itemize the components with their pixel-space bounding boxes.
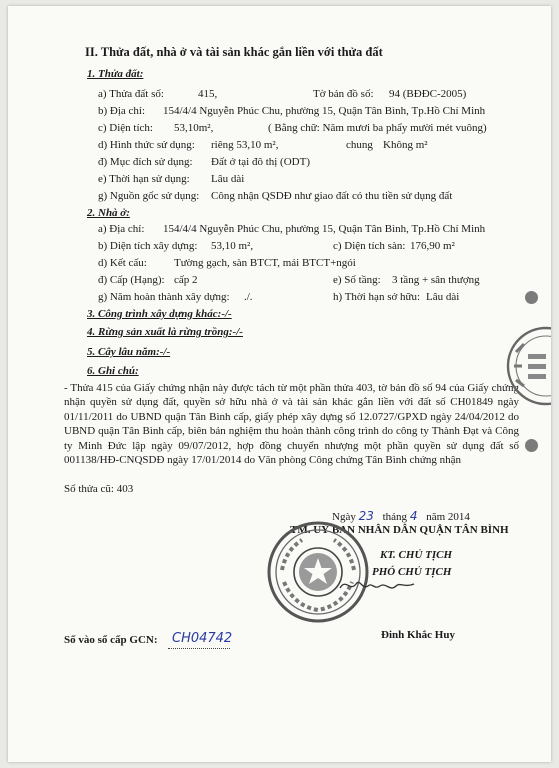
house-grade-label: đ) Cấp (Hạng): (98, 274, 165, 286)
land-heading: 1. Thửa đất: (87, 68, 144, 80)
land-parcel-value: 415, (198, 88, 218, 100)
role-line-1: KT. CHỦ TỊCH (380, 549, 453, 561)
house-ownership-term-value: Lâu dài (426, 291, 460, 303)
date-month: 4 (409, 509, 418, 523)
role-line-2: PHÓ CHỦ TỊCH (372, 566, 452, 578)
certificate-page (8, 6, 551, 762)
land-origin-label: g) Nguồn gốc sử dụng: (98, 190, 200, 202)
house-completion-value: ./. (244, 291, 253, 303)
land-area-value: 53,10m², (174, 122, 214, 134)
registry-number: CH04742 (172, 631, 233, 646)
land-area-words: ( Bằng chữ: Năm mươi ba phẩy mười mét vuông) (268, 122, 487, 134)
section-title: II. Thửa đất, nhà ở và tài sản khác gắn liền với thửa đất (85, 45, 383, 59)
land-parcel-label: a) Thửa đất số: (98, 88, 164, 100)
punch-hole-top (525, 291, 538, 304)
date-day: 23 (358, 509, 374, 523)
house-build-area-label: b) Diện tích xây dựng: (98, 240, 198, 252)
perennial-trees: 5. Cây lâu năm:-/- (87, 346, 171, 358)
date-prefix: Ngày (332, 511, 356, 523)
registry-label: Số vào sổ cấp GCN: (64, 634, 158, 646)
date-month-label: tháng (382, 511, 408, 523)
land-address-value: 154/4/4 Nguyễn Phúc Chu, phường 15, Quận Tân Bình, Tp.Hồ Chí Minh (163, 105, 486, 117)
land-usage-shared-value: Không m² (383, 139, 428, 151)
handwritten-signature-icon (338, 574, 418, 596)
house-completion-label: g) Năm hoàn thành xây dựng: (98, 291, 230, 303)
land-map-label: Tờ bản đồ số: (313, 88, 374, 100)
land-area-label: c) Diện tích: (98, 122, 153, 134)
land-usage-private: riêng 53,10 m², (211, 139, 279, 151)
other-works: 3. Công trình xây dựng khác:-/- (87, 308, 232, 320)
house-address-label: a) Địa chỉ: (98, 223, 145, 235)
house-floors-value: 3 tầng + sân thượng (392, 274, 480, 286)
land-purpose-label: đ) Mục đích sử dụng: (98, 156, 193, 168)
house-floors-label: e) Số tầng: (333, 274, 381, 286)
house-heading: 2. Nhà ở: (87, 207, 130, 219)
issuing-authority: TM. UỶ BAN NHÂN DÂN QUẬN TÂN BÌNH (290, 524, 509, 536)
punch-hole-bottom (525, 439, 538, 452)
old-parcel-number: Số thửa cũ: 403 (64, 483, 134, 495)
house-structure-value: Tường gạch, sàn BTCT, mái BTCT+ngói (174, 257, 356, 269)
house-floor-area-value: 176,90 m² (410, 240, 455, 252)
house-ownership-term-label: h) Thời hạn sở hữu: (333, 291, 421, 303)
house-floor-area-label: c) Diện tích sàn: (333, 240, 406, 252)
production-forest: 4. Rừng sản xuất là rừng trồng:-/- (87, 326, 243, 338)
house-structure-label: d) Kết cấu: (98, 257, 147, 269)
notes-heading: 6. Ghi chú: (87, 365, 139, 377)
land-term-value: Lâu dài (211, 173, 245, 185)
house-address-value: 154/4/4 Nguyễn Phúc Chu, phường 15, Quận Tân Bình, Tp.Hồ Chí Minh (163, 223, 486, 235)
land-origin-value: Công nhận QSDĐ như giao đất có thu tiền sử dụng đất (211, 190, 453, 202)
signer-name: Đinh Khắc Huy (381, 629, 455, 641)
land-usage-shared-label: chung (346, 139, 373, 151)
registry-underline (168, 648, 230, 649)
house-grade-value: cấp 2 (174, 274, 198, 286)
date-year: năm 2014 (426, 511, 470, 523)
partial-office-stamp-icon (502, 324, 551, 408)
land-map-value: 94 (BĐĐC-2005) (389, 88, 467, 100)
official-seal-icon (266, 520, 370, 624)
house-build-area-value: 53,10 m², (211, 240, 254, 252)
land-address-label: b) Địa chỉ: (98, 105, 146, 117)
land-term-label: e) Thời hạn sử dụng: (98, 173, 190, 185)
land-usage-form-label: d) Hình thức sử dụng: (98, 139, 195, 151)
notes-body: - Thửa 415 của Giấy chứng nhận này được tách từ một phần thửa 403, tờ bản đồ số 94 của Giấy chứng nhận quyền sử dụng đất, quyền sở hữu nhà ở và tài sản khác gắn liền với đất số CH01849 ngày 01/11/2011 do UBND quận Tân Bình cấp, giấy phép xây dựng số 12.0727/GPXD ngày 24/04/2012 do UBND quận Tân Bình cấp, biên bản nghiệm thu hoàn thành công trình do công ty Thành Đạt và Công ty Minh Đức lập ngày 09/07/2012, hợp đồng chuyển nhượng một phần quyền sử dụng đất số 001138/HĐ-CNQSDĐ ngày 17/01/2014 do Văn phòng Công chứng Tân Bình chứng nhận (64, 382, 519, 467)
land-purpose-value: Đất ở tại đô thị (ODT) (211, 156, 310, 168)
